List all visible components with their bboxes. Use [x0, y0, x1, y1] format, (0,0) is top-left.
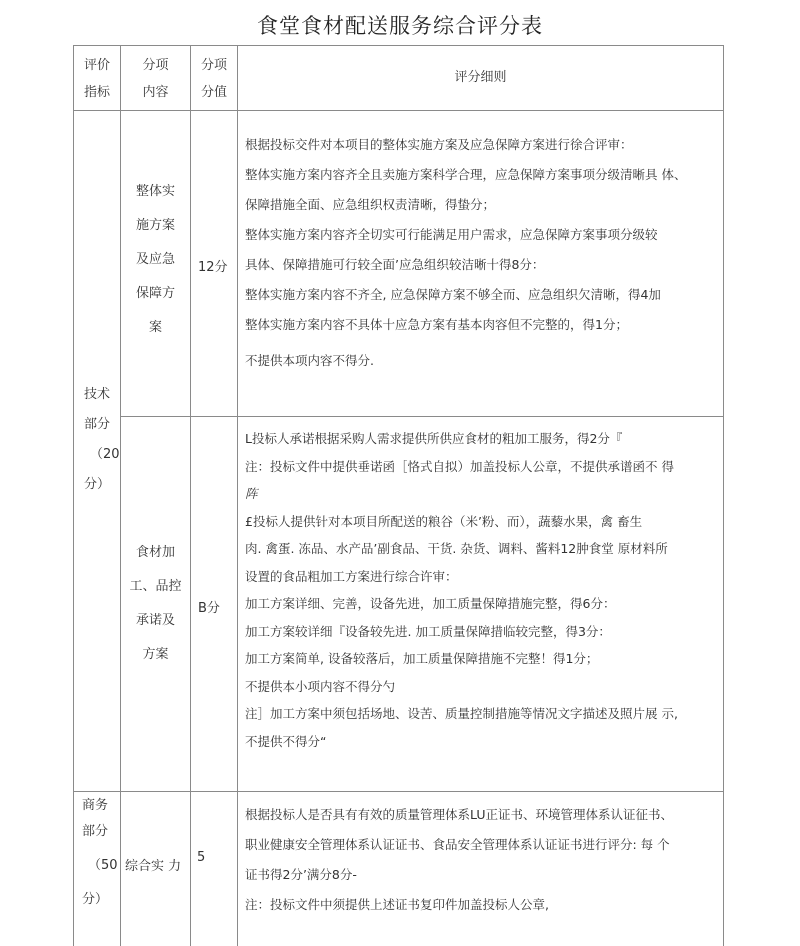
rule-line: 整体实施方案内容不具体十应急方案有基本肉容但不完整的，得1分； — [245, 317, 628, 332]
business-row1-item — [125, 856, 190, 878]
category-technical-line2: 部分 — [84, 417, 111, 432]
rule-line: 注：投标文件中须提供上述证书复印件加盖投标人公章, — [245, 897, 549, 912]
category-business-line1: 商务 — [82, 798, 109, 813]
header-eval-line1: 评价 — [83, 58, 110, 73]
rule-line: 根据投标交件对本项目的整体实施方案及应急保障方案进行徐合评审： — [245, 137, 633, 152]
header-sub-score-line2: 分值 — [200, 85, 227, 100]
tech-row2-item-line: 工、品控 — [129, 579, 182, 594]
business-row1-item-line: 综合实 力 — [125, 859, 182, 874]
rule-line: 整体实施方案内容不齐全, 应急保障方案不够全而、应急组织欠清晰，得4加 — [245, 287, 661, 302]
rule-line: L投标人承诺根据采购人需求提供所供应食材的粗加工服务，得2分『 — [245, 431, 623, 446]
tech-row1-item-line: 保障方 — [135, 286, 175, 301]
business-row1-score: 5 — [197, 850, 206, 865]
tech-row2-score: B分 — [198, 601, 220, 616]
rule-line: 设置的食品粗加工方案进行综合许审： — [245, 568, 458, 584]
rule-line: 肉. 禽蛋. 冻品、水产品’副食品、干货. 杂货、调料、酱料12肿食堂 原材料所 — [245, 541, 668, 556]
grid-line-col4 — [237, 45, 238, 946]
rule-line: 整体实施方案内容齐全切实可行能满足用户需求，应急保障方案事项分级较 — [245, 227, 658, 242]
rule-line: 不提供不得分“ — [245, 733, 327, 749]
header-eval-indicator — [74, 52, 120, 106]
tech-row1-item-line: 施方案 — [135, 218, 175, 233]
header-sub-item — [121, 52, 190, 106]
tech-row1-item-line: 整体实 — [135, 184, 175, 199]
header-eval-line2: 指标 — [83, 85, 110, 100]
tech-row2-item-line: 方案 — [142, 647, 169, 662]
tech-row1-item-line: 案 — [148, 320, 162, 335]
header-sub-item-line1: 分项 — [142, 58, 169, 73]
category-technical — [80, 380, 120, 500]
rule-line: £投标人提供针对本项目所配送的粮谷（米’粉、而），蔬藜水果，禽 畜生 — [245, 513, 643, 529]
grid-line-col3 — [190, 45, 191, 946]
tech-row1-item-line: 及应急 — [135, 252, 175, 267]
rule-line: 不提供本项内容不得分. — [245, 353, 374, 368]
tech-row2-rules — [245, 425, 721, 755]
category-business — [74, 793, 120, 913]
rule-line: 加工方案较详细『设备较先进. 加工质量保障措临较完整，得3分： — [245, 623, 611, 639]
rule-line: 阵 — [245, 486, 258, 501]
tech-row1-rules — [245, 130, 721, 376]
category-business-line2: 部分 — [82, 824, 109, 839]
rule-line: 职业健康安全管理体系认证证书、食品安全管理体系认证证书进行评分: 每 个 — [245, 837, 670, 852]
rule-line: 根据投标人是否具有有效的质量管理体系LU正证书、环境管理体系认证征书、 — [245, 807, 673, 822]
rule-line: 证书得2分’满分8分- — [245, 867, 357, 882]
tech-row2-item-line: 食材加 — [135, 545, 175, 560]
rule-line: 注］加工方案中须包括场地、设苦、质量控制措施等情况文字描述及照片展 示, — [245, 706, 678, 721]
grid-line-top — [73, 45, 723, 46]
rule-line: 保障措施全面、应急组织权责清晰，得蛰分； — [245, 197, 496, 212]
tech-row1-score: 12分 — [198, 260, 228, 275]
category-technical-line4: 分） — [84, 477, 111, 492]
header-sub-score-line1: 分项 — [200, 58, 227, 73]
rule-line: 具体、保障措施可行较全面’应急组织较洁晰十得8分： — [245, 257, 545, 272]
category-technical-line3: （20 — [90, 447, 120, 462]
tech-row2-item — [121, 536, 190, 672]
rule-line: 整体实施方案内容齐全且卖施方案科学合理，应急保障方案事项分级清晰具 体、 — [245, 167, 687, 182]
business-row1-rules — [245, 800, 721, 920]
header-rules: 评分细则 — [454, 70, 507, 85]
header-sub-item-line2: 内容 — [142, 85, 169, 100]
rule-line: 加工方案详细、完善，设备先进，加工质量保障措施完整，得6分： — [245, 596, 616, 611]
category-business-line3: （50 — [88, 858, 118, 873]
grid-line-header-bottom — [73, 110, 723, 111]
document-title: 食堂食材配送服务综合评分表 — [257, 14, 543, 38]
category-technical-line1: 技术 — [84, 387, 111, 402]
rule-line: 加工方案简单, 设备较落后，加工质量保障措施不完整！得1分； — [245, 651, 599, 666]
rule-line: 注：投标文件中提供垂诺函［恪式自拟）加盖投标人公章，不提供承谱函不 得 — [245, 458, 674, 474]
header-sub-score — [191, 52, 237, 106]
grid-line-tech-bottom — [73, 791, 723, 792]
tech-row2-item-line: 承诺及 — [135, 613, 175, 628]
grid-line-tech-row1-bottom — [120, 416, 723, 417]
rule-line: 不提供本小项内容不得分勺 — [245, 678, 396, 694]
grid-line-right — [723, 45, 724, 946]
category-business-line4: 分） — [82, 892, 109, 907]
tech-row1-item — [121, 175, 190, 345]
